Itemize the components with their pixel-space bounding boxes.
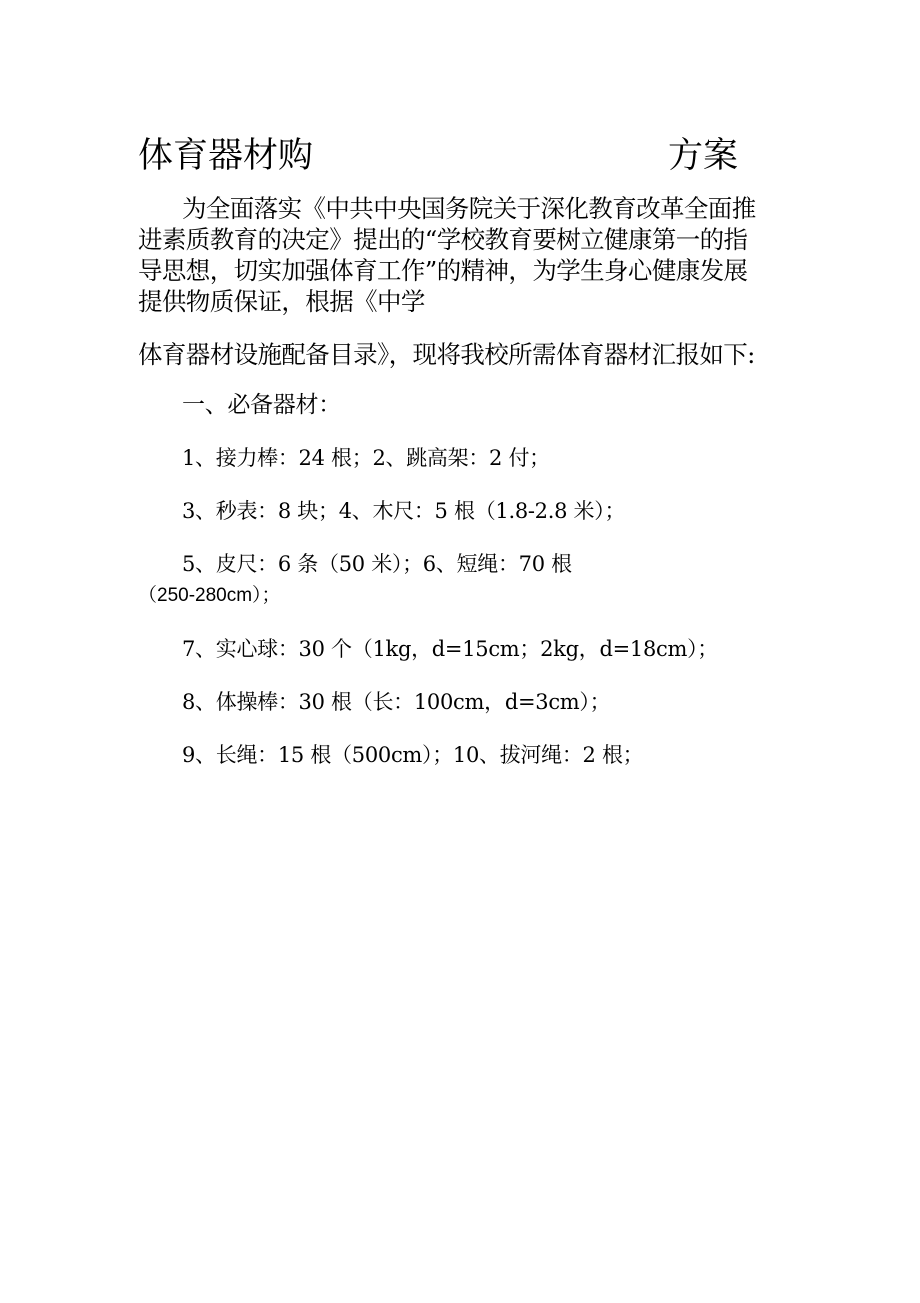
intro-paragraph: 为全面落实《中共中央国务院关于深化教育改革全面推进素质教育的决定》提出的“学校教育要树立健康第一的指导思想，切实加强体育工作”的精神，为学生身心健康发展提供物质保证，根据《中学 [138, 194, 756, 316]
equipment-line-4: 7、实心球：30 个（1kg，d=15cm；2kg，d=18cm）； [182, 637, 718, 661]
section-heading: 一、必备器材： [182, 392, 341, 418]
equipment-line-5: 8、体操棒：30 根（长：100cm，d=3cm）； [182, 690, 611, 714]
document-title [138, 132, 748, 182]
equipment-line-3: 5、皮尺：6 条（50 米）；6、短绳：70 根 [182, 552, 572, 576]
title-right-text: 方案 [668, 136, 739, 176]
equipment-line-6: 9、长绳：15 根（500cm）；10、拔河绳：2 根； [182, 743, 644, 767]
title-left-text: 体育器材购 [138, 136, 314, 176]
intro-continuation: 体育器材设施配备目录》，现将我校所需体育器材汇报如下: [138, 340, 755, 369]
equipment-line-2: 3、秒表：8 块；4、木尺：5 根（1.8-2.8 米）； [182, 499, 626, 523]
equipment-line-3-continuation: （250-280cm）； [138, 585, 281, 606]
equipment-line-1: 1、接力棒：24 根；2、跳高架：2 付； [182, 446, 550, 470]
